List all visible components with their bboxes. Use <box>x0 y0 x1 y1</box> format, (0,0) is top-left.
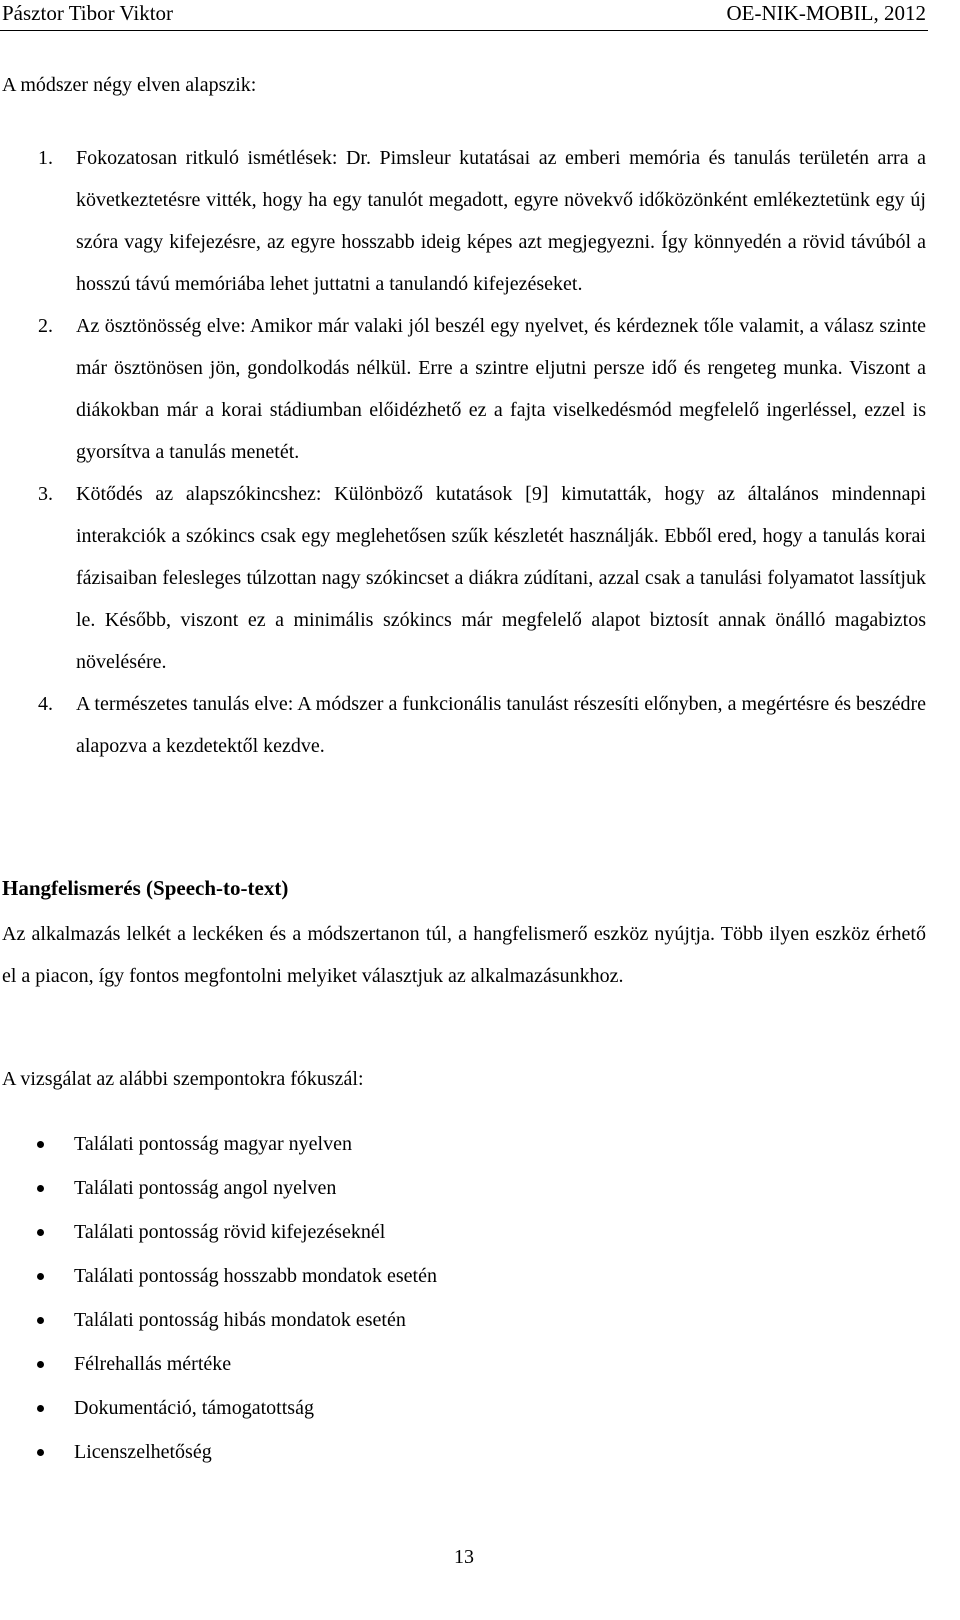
criteria-text: Találati pontosság rövid kifejezéseknél <box>74 1221 386 1243</box>
intro-text: A módszer négy elven alapszik: <box>2 74 257 96</box>
list-item <box>0 305 926 473</box>
criteria-text: Találati pontosság magyar nyelven <box>74 1133 352 1155</box>
section-paragraph: Az alkalmazás lelkét a leckéken és a módszertanon túl, a hangfelismerő eszköz nyújtja. Több ilyen eszköz érhető el a piacon, így fontos megfontolni melyiket választjuk az alkalmazásunkhoz. <box>2 923 926 987</box>
criteria-text: Félrehallás mértéke <box>74 1353 232 1375</box>
criteria-list <box>0 1123 437 1475</box>
list-item <box>0 1343 437 1387</box>
list-item <box>0 1387 437 1431</box>
criteria-text: Találati pontosság hibás mondatok esetén <box>74 1309 406 1331</box>
criteria-lead: A vizsgálat az alábbi szempontokra fókuszál: <box>2 1068 364 1090</box>
list-item-text: A természetes tanulás elve: A módszer a funkcionális tanulást részesíti előnyben, a megértésre és beszédre alapozva a kezdetektől kezdve. <box>76 693 926 757</box>
header-course: OE-NIK-MOBIL, 2012 <box>726 1 926 25</box>
bullet-icon <box>37 1361 44 1368</box>
bullet-icon <box>37 1229 44 1236</box>
list-item <box>0 473 926 683</box>
list-item <box>0 1123 437 1167</box>
list-item-text: Kötődés az alapszókincshez: Különböző kutatások [9] kimutatták, hogy az általános mindennapi interakciók a szókincs csak egy meglehetősen szűk készletét használják. Ebből ered, hogy a tanulás korai fázisaiban felesleges túlzottan nagy szókincset a diákra zúdítani, azzal csak a tanulási folyamatot lassítjuk le. Később, viszont ez a minimális szókincs már megfelelő alapot biztosít annak önálló magabiztos növelésére. <box>76 483 926 673</box>
principles-list <box>0 137 926 767</box>
list-item <box>0 1299 437 1343</box>
list-item <box>0 137 926 305</box>
header-author: Pásztor Tibor Viktor <box>2 1 174 25</box>
list-item <box>0 683 926 767</box>
list-item <box>0 1167 437 1211</box>
list-item-text: Fokozatosan ritkuló ismétlések: Dr. Pimsleur kutatásai az emberi memória és tanulás területén arra a következtetésre vitték, hogy ha egy tanulót megadott, egyre növekvő időközönként emlékeztetünk egy új szóra vagy kifejezésre, az egyre hosszabb ideig képes azt megjegyezni. Így könnyedén a rövid távúból a hosszú távú memóriába lehet juttatni a tanulandó kifejezéseket. <box>76 147 926 295</box>
list-item <box>0 1431 437 1475</box>
list-item-number: 4. <box>38 693 53 715</box>
list-item-text: Az ösztönösség elve: Amikor már valaki jól beszél egy nyelvet, és kérdeznek tőle valamit, a válasz szinte már ösztönösen jön, gondolkodás nélkül. Erre a szintre eljutni persze idő és rengeteg munka. Viszont a diákokban már a korai stádiumban előidézhető ez a fajta viselkedésmód megfelelő ingerléssel, ezzel is gyorsítva a tanulás menetét. <box>76 315 926 463</box>
criteria-text: Dokumentáció, támogatottság <box>74 1397 314 1419</box>
criteria-text: Találati pontosság angol nyelven <box>74 1177 337 1199</box>
list-item-number: 3. <box>38 483 53 505</box>
section-heading: Hangfelismerés (Speech-to-text) <box>2 876 289 900</box>
page-number: 13 <box>454 1546 474 1568</box>
bullet-icon <box>37 1405 44 1412</box>
bullet-icon <box>37 1449 44 1456</box>
list-item <box>0 1255 437 1299</box>
bullet-icon <box>37 1141 44 1148</box>
criteria-text: Találati pontosság hosszabb mondatok esetén <box>74 1265 437 1287</box>
bullet-icon <box>37 1273 44 1280</box>
criteria-text: Licenszelhetőség <box>74 1441 212 1463</box>
list-item-number: 2. <box>38 315 53 337</box>
list-item-number: 1. <box>38 147 53 169</box>
bullet-icon <box>37 1185 44 1192</box>
page-header <box>0 0 928 31</box>
bullet-icon <box>37 1317 44 1324</box>
list-item <box>0 1211 437 1255</box>
